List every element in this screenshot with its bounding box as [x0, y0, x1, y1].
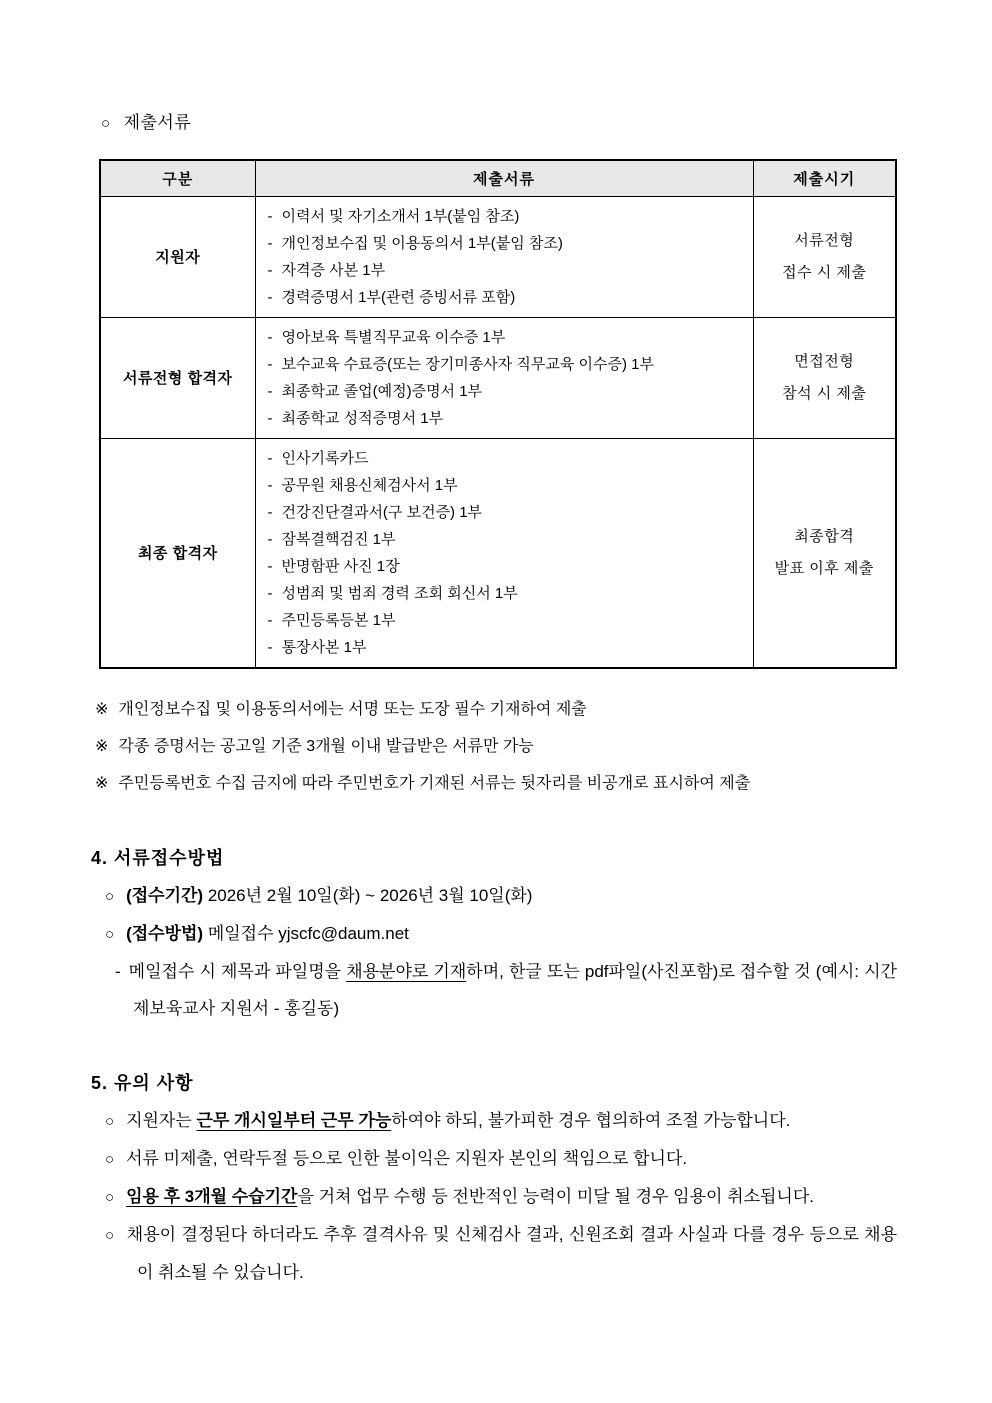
dash-bullet: - — [267, 476, 273, 494]
section-heading: 5. 유의 사항 — [91, 1072, 194, 1093]
table-row-document-pass — [100, 317, 896, 438]
reference-mark-icon: ※ — [95, 700, 109, 718]
document-text: 개인정보수집 및 이용동의서 1부(붙임 참조) — [281, 234, 563, 252]
email-instruction-item — [95, 953, 897, 1027]
timing-line: 참석 시 제출 — [782, 384, 867, 402]
section-receipt-method — [91, 840, 897, 1027]
document-text: 통장사본 1부 — [281, 638, 367, 656]
document-text: 주민등록등본 1부 — [281, 611, 396, 629]
timing-line: 서류전형 — [794, 231, 855, 249]
document-item — [268, 634, 745, 661]
caution-item-probation — [95, 1178, 897, 1216]
documents-cell — [255, 438, 753, 668]
category-cell: 서류전형 합격자 — [100, 317, 255, 438]
document-text: 이력서 및 자기소개서 1부(붙임 참조) — [281, 207, 520, 225]
document-item — [268, 203, 745, 230]
dash-bullet: - — [267, 288, 273, 306]
category-cell: 지원자 — [100, 196, 255, 317]
receipt-period-item — [95, 877, 897, 915]
dash-bullet: - — [267, 382, 273, 400]
section-cautions — [91, 1065, 898, 1291]
caution-item-cancellation — [95, 1216, 897, 1291]
reference-mark-icon: ※ — [95, 774, 109, 792]
document-item — [268, 324, 745, 351]
item-label: (접수방법) — [126, 923, 204, 943]
note-text: 주민등록번호 수집 금지에 따라 주민번호가 기재된 서류는 뒷자리를 비공개로 표시하여 제출 — [118, 774, 751, 792]
item-text: 하며, 한글 또는 pdf파일(사진포함)로 접수할 것 (예시: 시간제보육교사 지원서 - 홍길동) — [133, 961, 897, 1018]
page-title — [101, 112, 897, 135]
document-text: 경력증명서 1부(관련 증빙서류 포함) — [281, 288, 516, 306]
submission-documents-table — [99, 159, 897, 669]
note-text: 각종 증명서는 공고일 기준 3개월 이내 발급받은 서류만 가능 — [118, 737, 534, 755]
dash-bullet: - — [267, 557, 273, 575]
document-text: 건강진단결과서(구 보건증) 1부 — [281, 503, 483, 521]
document-text: 자격증 사본 1부 — [281, 261, 386, 279]
note-text: 개인정보수집 및 이용동의서에는 서명 또는 도장 필수 기재하여 제출 — [118, 700, 587, 718]
dash-bullet: - — [267, 234, 273, 252]
underlined-text: 채용분야로 기재 — [346, 961, 467, 981]
circle-bullet: ○ — [105, 887, 115, 905]
caution-item-work-start — [95, 1102, 897, 1140]
document-text: 최종학교 졸업(예정)증명서 1부 — [281, 382, 483, 400]
document-item — [268, 284, 745, 311]
note-line — [95, 765, 897, 802]
timing-cell — [753, 317, 896, 438]
caution-item-responsibility — [95, 1140, 897, 1178]
document-item — [268, 580, 745, 607]
document-text: 공무원 채용신체검사서 1부 — [281, 476, 458, 494]
item-text: 지원자는 — [126, 1110, 197, 1130]
document-text: 반명함판 사진 1장 — [281, 557, 400, 575]
dash-bullet: - — [267, 355, 273, 373]
item-text: 메일접수 시 제목과 파일명을 — [128, 961, 347, 981]
document-item — [268, 257, 745, 284]
notes-list — [95, 691, 897, 802]
table-header-row — [100, 160, 896, 196]
circle-bullet: ○ — [105, 1226, 115, 1244]
document-item — [268, 553, 745, 580]
note-line — [95, 728, 897, 765]
document-item — [268, 378, 745, 405]
dash-bullet: - — [267, 328, 273, 346]
dash-bullet: - — [267, 449, 273, 467]
dash-bullet: - — [267, 261, 273, 279]
documents-cell — [255, 317, 753, 438]
document-text: 최종학교 성적증명서 1부 — [281, 409, 444, 427]
item-text: 을 거쳐 업무 수행 등 전반적인 능력이 미달 될 경우 임용이 취소됩니다. — [297, 1186, 814, 1206]
documents-cell — [255, 196, 753, 317]
column-header-category: 구분 — [100, 160, 255, 196]
document-text: 영아보육 특별직무교육 이수증 1부 — [281, 328, 506, 346]
timing-line: 접수 시 제출 — [782, 263, 867, 281]
timing-line: 면접전형 — [794, 352, 855, 370]
category-cell: 최종 합격자 — [100, 438, 255, 668]
document-item — [268, 499, 745, 526]
item-text: 메일접수 — [207, 923, 274, 943]
item-label: (접수기간) — [126, 885, 204, 905]
document-item — [268, 351, 745, 378]
page-title-text: 제출서류 — [123, 113, 192, 132]
table-row-final-pass — [100, 438, 896, 668]
item-text: 하여야 하되, 불가피한 경우 협의하여 조절 가능합니다. — [391, 1110, 791, 1130]
document-item — [268, 526, 745, 553]
item-text: 채용이 결정된다 하더라도 추후 결격사유 및 신체검사 결과, 신원조회 결과 사실과 다를 경우 등으로 채용이 취소될 수 있습니다. — [126, 1224, 898, 1282]
circle-bullet: ○ — [105, 1150, 115, 1168]
dash-bullet: - — [267, 584, 273, 602]
reference-mark-icon: ※ — [95, 737, 109, 755]
circle-bullet: ○ — [105, 1112, 115, 1130]
email-address: yjscfc@daum.net — [278, 923, 409, 943]
emphasized-text: 임용 후 3개월 수습기간 — [126, 1186, 298, 1206]
dash-bullet: - — [115, 961, 121, 981]
note-line — [95, 691, 897, 728]
column-header-timing: 제출시기 — [753, 160, 896, 196]
timing-cell — [753, 438, 896, 668]
circle-bullet: ○ — [105, 925, 115, 943]
document-item — [268, 405, 745, 432]
column-header-documents: 제출서류 — [255, 160, 753, 196]
dash-bullet: - — [267, 638, 273, 656]
document-item — [268, 230, 745, 257]
document-text: 인사기록카드 — [281, 449, 369, 467]
document-text: 잠복결핵검진 1부 — [281, 530, 396, 548]
item-text: 2026년 2월 10일(화) ~ 2026년 3월 10일(화) — [207, 885, 533, 905]
dash-bullet: - — [267, 409, 273, 427]
circle-bullet: ○ — [105, 1188, 115, 1206]
document-text: 성범죄 및 범죄 경력 조회 회신서 1부 — [281, 584, 518, 602]
dash-bullet: - — [267, 503, 273, 521]
item-text: 서류 미제출, 연락두절 등으로 인한 불이익은 지원자 본인의 책임으로 합니다. — [126, 1148, 688, 1168]
circle-bullet: ○ — [101, 115, 111, 132]
timing-line: 발표 이후 제출 — [774, 559, 874, 577]
document-item — [268, 472, 745, 499]
document-item — [268, 445, 745, 472]
dash-bullet: - — [267, 611, 273, 629]
document-item — [268, 607, 745, 634]
table-row-applicant — [100, 196, 896, 317]
receipt-method-item — [95, 915, 897, 953]
emphasized-text: 근무 개시일부터 근무 가능 — [196, 1110, 392, 1130]
section-heading: 4. 서류접수방법 — [91, 847, 225, 868]
timing-cell — [753, 196, 896, 317]
dash-bullet: - — [267, 530, 273, 548]
document-text: 보수교육 수료증(또는 장기미종사자 직무교육 이수증) 1부 — [281, 355, 654, 373]
dash-bullet: - — [267, 207, 273, 225]
timing-line: 최종합격 — [794, 527, 855, 545]
